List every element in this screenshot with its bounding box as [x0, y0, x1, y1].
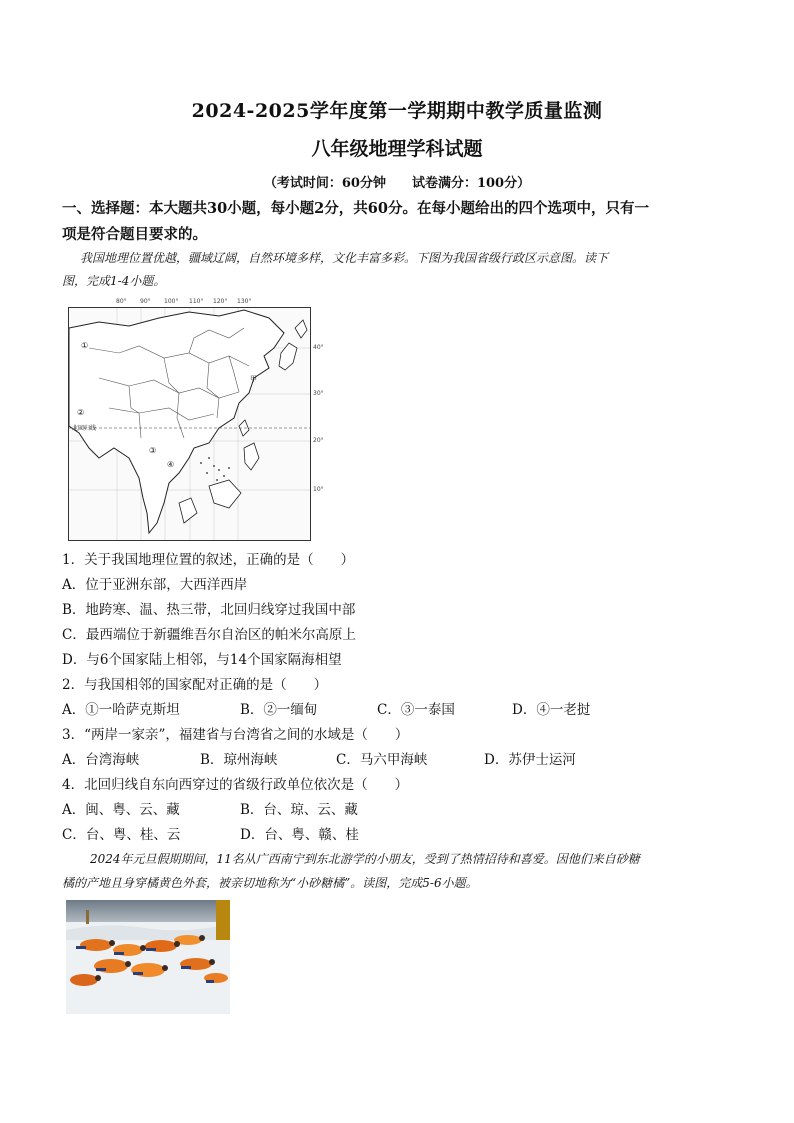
marker-2: ②: [77, 408, 85, 417]
question-2-stem: 2．与我国相邻的国家配对正确的是（ ）: [62, 677, 328, 693]
q4-option-c: C．台、粤、桂、云: [62, 827, 181, 843]
q1-option-a: A．位于亚洲东部，大西洋西岸: [62, 577, 248, 593]
marker-1: ①: [81, 341, 89, 350]
q4-options-row2: [62, 823, 359, 843]
question-1-stem: 1．关于我国地理位置的叙述，正确的是（ ）: [62, 552, 355, 568]
lon-label: 90°: [140, 298, 151, 305]
lon-label: 130°: [237, 298, 252, 305]
q2-option-b: B．②一缅甸: [240, 702, 318, 718]
marker-jia: 甲: [250, 375, 257, 383]
q3-option-a: A．台湾海峡: [62, 752, 140, 768]
q2-option-c: C．③一泰国: [377, 702, 455, 718]
q3-options: [62, 748, 576, 768]
section-heading-line1: 一、选择题：本大题共30小题，每小题2分，共60分。在每小题给出的四个选项中，只有一: [62, 200, 649, 217]
intro1-line2: 图，完成1-4小题。: [62, 274, 166, 288]
q3-option-c: C．马六甲海峡: [336, 752, 428, 768]
q2-option-a: A．①一哈萨克斯坦: [62, 702, 180, 718]
q1-option-b: B．地跨寒、温、热三带，北回归线穿过我国中部: [62, 602, 356, 618]
section-heading-line2: 项是符合题目要求的。: [62, 226, 207, 243]
q2-options: [62, 698, 590, 718]
question-4-stem: 4．北回归线自东向西穿过的省级行政单位依次是（ ）: [62, 777, 409, 793]
lon-label: 100°: [164, 298, 179, 305]
intro2-line2: 橘的产地且身穿橘黄色外套，被亲切地称为“小砂糖橘”。读图，完成5-6小题。: [62, 876, 478, 890]
snow-photo: [66, 900, 230, 1014]
marker-4: ④: [167, 460, 175, 469]
lat-label: 20°: [313, 437, 324, 444]
question-3-stem: 3．“两岸一家亲”，福建省与台湾省之间的水域是（ ）: [62, 727, 409, 743]
lat-label: 10°: [313, 486, 324, 493]
q3-option-b: B．琼州海峡: [200, 752, 278, 768]
q2-option-d: D．④一老挝: [512, 702, 591, 718]
lon-label: 120°: [213, 298, 228, 305]
q1-option-c: C．最西端位于新疆维吾尔自治区的帕米尔高原上: [62, 627, 356, 643]
subject-title: 八年级地理学科试题: [311, 138, 483, 160]
lon-label: 110°: [189, 298, 204, 305]
snow-photo-drawing: [66, 900, 230, 1014]
map-drawing: [69, 308, 310, 540]
q4-option-b: B．台、琼、云、藏: [240, 802, 358, 818]
china-province-map: [68, 307, 311, 541]
lon-label: 80°: [116, 298, 127, 305]
q1-option-d: D．与6个国家陆上相邻，与14个国家隔海相望: [62, 652, 342, 668]
lat-label: 40°: [313, 344, 324, 351]
marker-3: ③: [149, 446, 157, 455]
intro1-line1: 我国地理位置优越，疆域辽阔，自然环境多样，文化丰富多彩。下图为我国省级行政区示意图。读下: [80, 251, 609, 265]
q4-options-row1: [62, 798, 358, 818]
q4-option-a: A．闽、粤、云、藏: [62, 802, 180, 818]
q4-option-d: D．台、粤、赣、桂: [240, 827, 359, 843]
exam-title: 2024-2025学年度第一学期期中教学质量监测: [191, 100, 603, 122]
q3-option-d: D．苏伊士运河: [484, 752, 576, 768]
intro2-line1: 2024年元旦假期期间，11名从广西南宁到东北游学的小朋友，受到了热情招待和喜爱。因他们来自砂糖: [90, 852, 640, 866]
lat-label: 30°: [313, 390, 324, 397]
exam-info: （考试时间：60分钟 试卷满分：100分）: [263, 176, 531, 191]
tropic-label: 北回归线: [72, 425, 97, 432]
